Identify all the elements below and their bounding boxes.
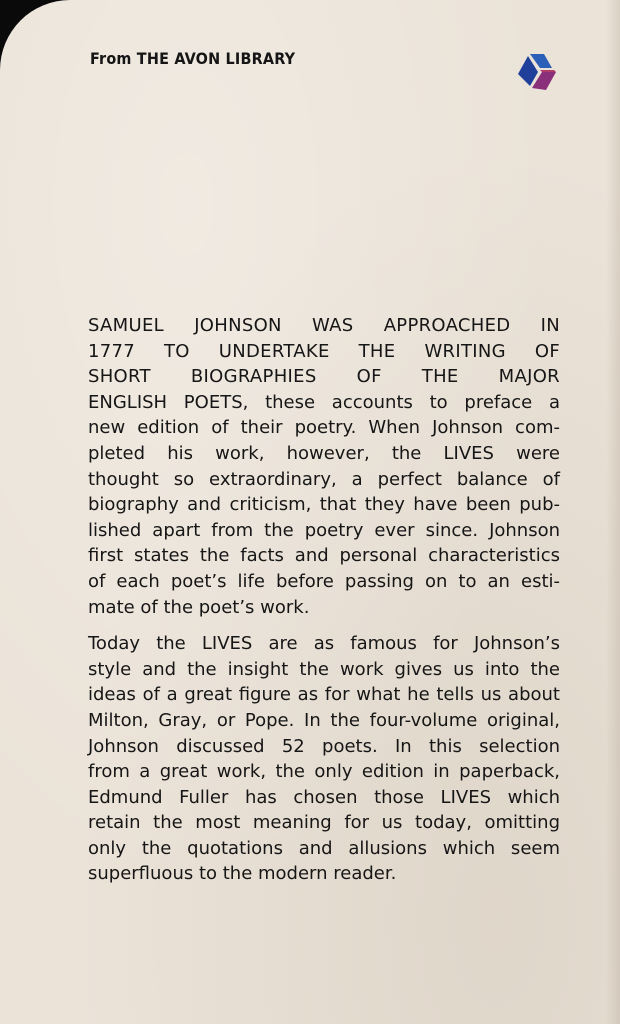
publisher-imprint: From THE AVON LIBRARY (90, 49, 296, 68)
blurb-line: from a great work, the only edition in paperback, (88, 761, 560, 783)
blurb-line: new edition of their poetry. When Johnson com- (88, 417, 560, 439)
blurb-line: ideas of a great figure as for what he tells us about (88, 684, 560, 706)
avon-triangle-logo-icon (516, 52, 558, 92)
blurb-text (88, 313, 560, 887)
blurb-line: 1777 TO UNDERTAKE THE WRITING OF (88, 340, 560, 362)
blurb-paragraph-2 (88, 631, 560, 887)
avon-logo-graphic (516, 52, 558, 92)
logo-facet-edge (540, 70, 556, 72)
blurb-line: retain the most meaning for us today, omitting (88, 812, 560, 834)
blurb-line: ENGLISH POETS, these accounts to preface a (88, 391, 560, 413)
blurb-line: pleted his work, however, the LIVES were (88, 442, 560, 464)
blurb-line: only the quotations and allusions which seem (88, 837, 560, 859)
blurb-line: of each poet’s life before passing on to an esti- (88, 570, 560, 592)
blurb-line: superfluous to the modern reader. (88, 863, 397, 885)
blurb-line: biography and criticism, that they have been pub- (88, 494, 560, 516)
blurb-line: SHORT BIOGRAPHIES OF THE MAJOR (88, 366, 560, 388)
blurb-paragraph-1 (88, 313, 560, 620)
blurb-line: Today the LIVES are as famous for Johnson’s (88, 633, 560, 655)
blurb-line: Edmund Fuller has chosen those LIVES which (88, 786, 560, 808)
blurb-line: lished apart from the poetry ever since. Johnson (88, 519, 560, 541)
blurb-line: Milton, Gray, or Pope. In the four-volume original, (88, 709, 560, 731)
blurb-line: Johnson discussed 52 poets. In this selection (88, 735, 560, 757)
blurb-line: style and the insight the work gives us into the (88, 658, 560, 680)
blurb-line: mate of the poet’s work. (88, 596, 310, 618)
blurb-line: first states the facts and personal characteristics (88, 545, 560, 567)
blurb-line: SAMUEL JOHNSON WAS APPROACHED IN (88, 315, 560, 336)
blurb-line: thought so extraordinary, a perfect balance of (88, 468, 560, 490)
